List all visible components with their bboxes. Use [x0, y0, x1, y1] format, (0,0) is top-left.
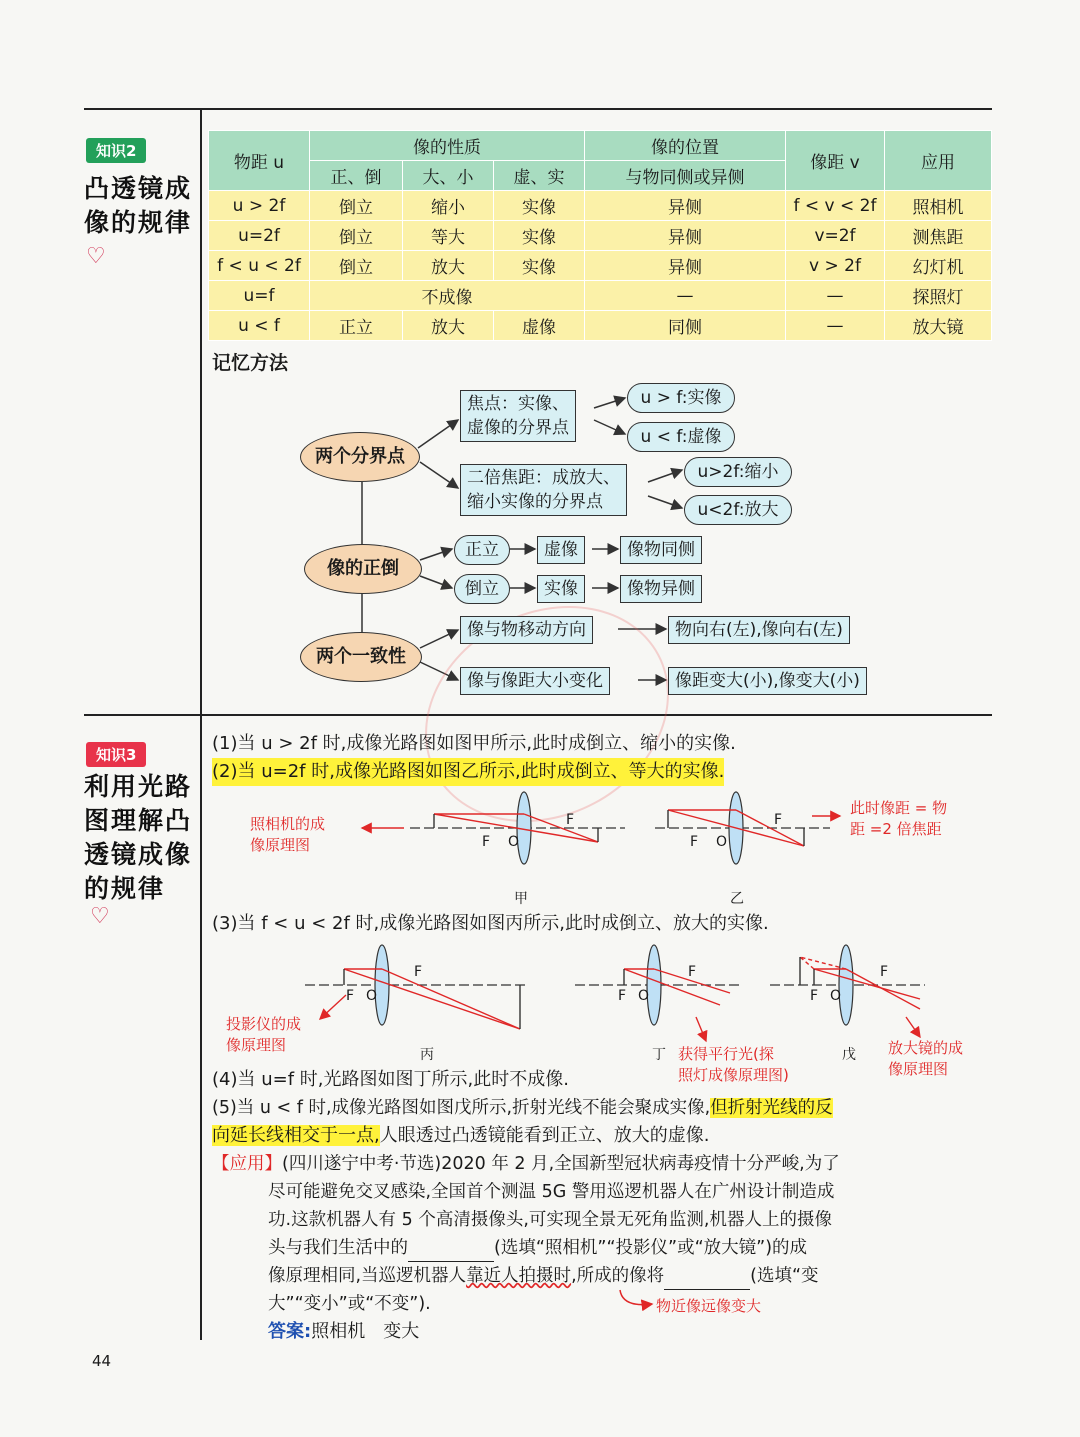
- cell-v: —: [786, 311, 885, 341]
- col-application: 应用: [885, 131, 992, 191]
- label-f: F: [880, 964, 889, 980]
- col-size: 大、小: [403, 161, 494, 191]
- node-focus-line1: 焦点：实像、: [467, 394, 569, 414]
- cell-v: f < v < 2f: [786, 191, 885, 221]
- note-projector: [226, 1014, 301, 1056]
- paragraph-5-cont: [212, 1122, 709, 1150]
- note-near-far: 物近像远像变大: [656, 1297, 762, 1315]
- cell-upright: 正立: [310, 311, 403, 341]
- col-nature: 像的性质: [310, 131, 585, 161]
- cell-v: v > 2f: [786, 251, 885, 281]
- cell-real: 虚像: [494, 311, 585, 341]
- node-focus: [460, 390, 576, 442]
- paragraph-4: (4)当 u=f 时,光路图如图丁所示,此时不成像.: [212, 1069, 569, 1090]
- note-image-distance: [850, 798, 947, 840]
- label-o: O: [508, 834, 520, 850]
- col-image-distance: 像距 v: [786, 131, 885, 191]
- section2-title-line2: 像的规律: [84, 208, 193, 237]
- node-size-change: 像与像距大小变化: [460, 667, 610, 695]
- cell-side: 异侧: [585, 191, 786, 221]
- label-f: F: [774, 812, 783, 828]
- label-f: F: [482, 834, 491, 850]
- note-parallel-line1: 获得平行光(探: [678, 1045, 774, 1063]
- col-real-virtual: 虚、实: [494, 161, 585, 191]
- node-focus-line2: 虚像的分界点: [467, 418, 569, 438]
- cell-app: 照相机: [885, 191, 992, 221]
- application-text4b: (选填“照相机”“投影仪”或“放大镜”)的成: [494, 1238, 808, 1258]
- label-o: O: [366, 988, 378, 1004]
- node-two-consistencies: 两个一致性: [300, 632, 422, 682]
- heart-icon: ♡: [90, 904, 110, 929]
- application-text5a: 像原理相同,当巡逻机器人: [268, 1266, 467, 1286]
- paragraph-5-part2: 人眼透过凸透镜能看到正立、放大的虚像.: [379, 1125, 710, 1146]
- answer-text: 照相机 变大: [311, 1321, 420, 1342]
- cell-real: 实像: [494, 251, 585, 281]
- label-o: O: [830, 988, 842, 1004]
- near-far-arrow: [600, 1288, 660, 1318]
- paragraph-5-part1: (5)当 u < f 时,成像光路图如图戊所示,折射光线不能会聚成实像,: [212, 1098, 711, 1118]
- cell-upright: 倒立: [310, 191, 403, 221]
- application-tag: 【应用】: [212, 1154, 282, 1174]
- paragraph-5-highlight2: 向延长线相交于一点,: [212, 1125, 380, 1146]
- answer-blank-2[interactable]: [664, 1271, 750, 1290]
- node-size-result: 像距变大(小),像变大(小): [668, 667, 867, 695]
- node-two-boundary-points: 两个分界点: [300, 432, 420, 482]
- node-move-direction: 像与物移动方向: [460, 616, 593, 644]
- note-parallel-line2: 照灯成像原理图): [678, 1066, 789, 1084]
- node-image-orientation: 像的正倒: [304, 544, 422, 594]
- col-object-distance: 物距 u: [209, 131, 310, 191]
- application-line1: [212, 1150, 840, 1178]
- cell-u: u=f: [209, 281, 310, 311]
- cell-app: 测焦距: [885, 221, 992, 251]
- note-2f-line1: 此时像距 = 物: [850, 799, 948, 817]
- node-focus-virtual: u < f:虚像: [627, 422, 735, 452]
- label-f: F: [690, 834, 699, 850]
- application-text5c: (选填“变: [750, 1266, 819, 1286]
- label-f: F: [566, 812, 575, 828]
- paragraph-2: (2)当 u=2f 时,成像光路图如图乙所示,此时成倒立、等大的实像.: [212, 758, 724, 786]
- application-text4a: 头与我们生活中的: [268, 1238, 408, 1258]
- section2-title-line1: 凸透镜成: [84, 174, 193, 203]
- node-move-result: 物向右(左),像向右(左): [668, 616, 850, 644]
- cell-size: 放大: [403, 251, 494, 281]
- section3-title-line2: 图理解凸: [84, 806, 193, 835]
- section3-tag: 知识3: [86, 742, 146, 767]
- cell-size: 等大: [403, 221, 494, 251]
- answer-line: [268, 1318, 419, 1346]
- col-position: 像的位置: [585, 131, 786, 161]
- application-line5: [268, 1262, 819, 1290]
- node-focus-real: u > f:实像: [627, 383, 735, 413]
- cell-size: 放大: [403, 311, 494, 341]
- cell-u: u > 2f: [209, 191, 310, 221]
- label-f: F: [688, 964, 697, 980]
- col-upright: 正、倒: [310, 161, 403, 191]
- application-line3: 功.这款机器人有 5 个高清摄像头,可实现全景无死角监测,机器人上的摄像: [268, 1210, 832, 1230]
- note-magnifier: [888, 1038, 963, 1080]
- answer-label: 答案:: [268, 1321, 312, 1342]
- node-double-focus: [460, 464, 627, 516]
- cell-real: 实像: [494, 221, 585, 251]
- figure-yi-label: 乙: [730, 891, 744, 907]
- label-f: F: [810, 988, 819, 1004]
- col-side: 与物同侧或异侧: [585, 161, 786, 191]
- node-upright-kind: 虚像: [537, 536, 585, 564]
- section2-tag: 知识2: [86, 138, 146, 163]
- cell-upright: 倒立: [310, 221, 403, 251]
- figure-jia-label: 甲: [514, 891, 528, 907]
- node-inverted-kind: 实像: [537, 575, 585, 603]
- figure-wu-label: 戊: [842, 1047, 856, 1063]
- paragraph-5-highlight1: 但折射光线的反: [710, 1098, 833, 1118]
- note-camera: [250, 814, 325, 856]
- cell-u: u < f: [209, 311, 310, 341]
- node-double-line2: 缩小实像的分界点: [467, 492, 603, 512]
- node-double-line1: 二倍焦距：成放大、: [467, 468, 620, 488]
- label-f: F: [618, 988, 627, 1004]
- section3-title-line4: 的规律: [84, 874, 166, 903]
- application-text1: (四川遂宁中考·节选)2020 年 2 月,全国新型冠状病毒疫情十分严峻,为了: [282, 1154, 840, 1174]
- node-upright-side: 像物同侧: [620, 536, 702, 564]
- node-inverted-side: 像物异侧: [620, 575, 702, 603]
- paragraph-3: (3)当 f < u < 2f 时,成像光路图如图丙所示,此时成倒立、放大的实像.: [212, 913, 769, 934]
- note-parallel-light: [678, 1044, 789, 1086]
- application-wavy-phrase: 靠近人拍摄时: [466, 1266, 572, 1286]
- node-upright: 正立: [454, 535, 510, 565]
- ray-diagram-bing-ding-wu: [0, 935, 1080, 1045]
- cell-u: u=2f: [209, 221, 310, 251]
- application-text5b: ,所成的像将: [571, 1266, 665, 1286]
- note-magnifier-line2: 像原理图: [888, 1060, 949, 1078]
- application-line2: 尽可能避免交叉感染,全国首个测温 5G 警用巡逻机器人在广州设计制造成: [268, 1182, 835, 1202]
- cell-side: 异侧: [585, 251, 786, 281]
- section3-title-line3: 透镜成像: [84, 840, 193, 869]
- cell-app: 探照灯: [885, 281, 992, 311]
- figure-bing-label: 丙: [420, 1047, 434, 1063]
- label-o: O: [716, 834, 728, 850]
- label-o: O: [638, 988, 650, 1004]
- note-projector-line2: 像原理图: [226, 1036, 287, 1054]
- cell-side: —: [585, 281, 786, 311]
- cell-upright: 倒立: [310, 251, 403, 281]
- section3-title-line1: 利用光路: [84, 772, 193, 801]
- note-camera-line1: 照相机的成: [250, 815, 326, 833]
- cell-no-image: 不成像: [310, 281, 585, 311]
- cell-app: 放大镜: [885, 311, 992, 341]
- note-camera-line2: 像原理图: [250, 836, 311, 854]
- cell-side: 同侧: [585, 311, 786, 341]
- cell-size: 缩小: [403, 191, 494, 221]
- page-number: 44: [92, 1352, 112, 1370]
- cell-real: 实像: [494, 191, 585, 221]
- node-double-reduce: u>2f:缩小: [684, 457, 792, 487]
- note-magnifier-line1: 放大镜的成: [888, 1039, 964, 1057]
- application-line6: 大”“变小”或“不变”).: [268, 1294, 431, 1314]
- label-f: F: [414, 964, 423, 980]
- answer-blank-1[interactable]: [408, 1243, 494, 1262]
- cell-v: —: [786, 281, 885, 311]
- note-2f-line2: 距 =2 倍焦距: [850, 820, 942, 838]
- node-double-enlarge: u<2f:放大: [684, 495, 792, 525]
- heart-icon: ♡: [86, 244, 106, 269]
- paragraph-1: (1)当 u > 2f 时,成像光路图如图甲所示,此时成倒立、缩小的实像.: [212, 733, 736, 754]
- memory-method-label: 记忆方法: [212, 352, 289, 374]
- application-line4: [268, 1234, 807, 1262]
- cell-u: f < u < 2f: [209, 251, 310, 281]
- node-inverted: 倒立: [454, 574, 510, 604]
- cell-side: 异侧: [585, 221, 786, 251]
- figure-ding-label: 丁: [652, 1047, 666, 1063]
- label-f: F: [346, 988, 355, 1004]
- paragraph-5: [212, 1094, 833, 1122]
- cell-app: 幻灯机: [885, 251, 992, 281]
- cell-v: v=2f: [786, 221, 885, 251]
- note-projector-line1: 投影仪的成: [226, 1015, 302, 1033]
